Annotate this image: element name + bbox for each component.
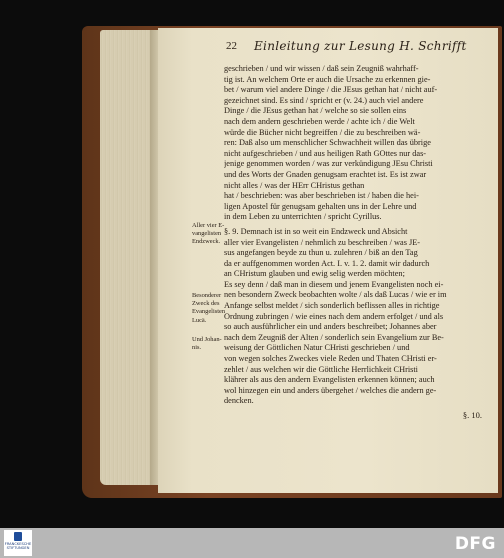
text-line: tig ist. An welchem Orte er auch die Ursache zu erkennen gie-: [224, 74, 431, 84]
page-number: 22: [226, 40, 237, 52]
side-note-line: nis.: [192, 344, 202, 352]
catchword: §. 10.: [462, 410, 482, 420]
text-line: klährer als aus den andern Evangelisten erkennen können; auch: [224, 375, 435, 385]
side-note-line: Endzweck.: [192, 238, 221, 246]
text-line: nen besondern Zweck beobachten wolte / als daß Lucas / wie er im: [224, 290, 447, 300]
text-line: nicht alles / was der HErr CHristus gethan: [224, 180, 365, 190]
text-line: Dinge / die JEsus gethan hat / welche so sie sollen eins: [224, 106, 407, 116]
text-line: an CHristum glauben und ewig selig werden möchten;: [224, 269, 405, 279]
text-line: Ordnung zubringen / wie eines nach dem andern erfolget / und als: [224, 311, 444, 321]
text-line: ligen Apostel für genugsam gehalten uns in der Lehre und: [224, 201, 417, 211]
side-note-line: Lucä.: [192, 316, 207, 324]
side-note-johannes: [192, 336, 232, 352]
text-line: hat / beschrieben: was aber beschrieben ist / haben die hei-: [224, 191, 419, 201]
text-line: so auch ausführlicher ein und anders beschreibet; Johannes aber: [224, 322, 437, 332]
text-line: nach dem andern geschrieben werde / achte ich / die Welt: [224, 116, 415, 126]
text-line: Anfange selbst meldet / sich sonderlich beflissen alles in richtige: [224, 301, 440, 311]
side-note-line: Evangelisten: [192, 308, 226, 316]
francke-emblem-icon: [14, 532, 22, 541]
side-note-line: Aller vier E-: [192, 222, 225, 229]
side-note-line: Und Johan-: [192, 336, 222, 343]
text-line: gezeichnet sind. Es sind / spricht er (v. 24.) auch viel andere: [224, 95, 424, 105]
text-line: ren: Daß also um menschlicher Schwachheit willen das übrige: [224, 138, 431, 148]
viewer-footer: [0, 528, 504, 558]
text-line: nicht aufgeschrieben / und aus heiligen Rath GOttes nur das-: [224, 148, 427, 158]
text-line: geschrieben / und wir wissen / daß sein Zeugniß wahrhaff-: [224, 64, 419, 73]
text-line: dencken.: [224, 396, 254, 406]
text-line: sus angefangen beyde zu thun u. zulehren / biß an den Tag: [224, 248, 418, 258]
side-note-lucas: [192, 292, 232, 325]
running-title: Einleitung zur Lesung H. Schrifft: [254, 39, 467, 53]
text-line: nach dem Zeugniß der Alten / sonderlich sein Evangelium zur Be-: [224, 332, 444, 342]
text-line: aller vier Evangelisten / nehmlich zu beschreiben / was JE-: [224, 237, 421, 247]
text-line: wol hinzegen ein und anders übergehet / welches die andern ge-: [224, 385, 437, 395]
francke-logo-text: FRANCKESCHE STIFTUNGEN: [4, 542, 32, 550]
dfg-logo[interactable]: DFG: [454, 534, 496, 554]
side-note-line: vangelisten: [192, 230, 222, 238]
book-page: [158, 28, 498, 493]
francke-logo[interactable]: [4, 530, 32, 556]
side-note-endzweck: [192, 222, 232, 247]
text-line: würde die Bücher nicht begreiffen / die zu beschreiben wä-: [224, 127, 421, 137]
text-line: weisung der Göttlichen Natur CHristi geschrieben / und: [224, 343, 410, 353]
text-line: da er auffgenommen worden Act. I. v. 1. 2. damit wir dadurch: [224, 258, 430, 268]
text-line: jenige genommen worden / was zur verkündigung JEsu Christi: [224, 159, 433, 169]
text-line: Es sey denn / daß man in diesem und jenem Evangelisten noch ei-: [224, 279, 444, 289]
body-text: [224, 64, 486, 407]
side-note-line: Besonderer: [192, 292, 222, 299]
text-line: zehlet / aus welchen wir die Göttliche Herrlichkeit CHristi: [224, 364, 418, 374]
page-block-edge: [100, 30, 154, 485]
text-line: §. 9. Demnach ist in so weit ein Endzweck und Absicht: [224, 226, 408, 236]
text-line: von wegen solches Zweckes viele Reden und Thaten CHristi er-: [224, 354, 437, 364]
text-line: bet / warum viel andere Dinge / die JEsus gethan hat / nicht auf-: [224, 85, 438, 95]
page-header: [226, 38, 496, 60]
side-note-line: Zweck des: [192, 300, 220, 308]
text-line: in dem Leben zu unterrichten / spricht Cyrillus.: [224, 212, 382, 222]
text-line: und des Worts der Gnaden genugsam erachtet ist. Es ist zwar: [224, 169, 427, 179]
